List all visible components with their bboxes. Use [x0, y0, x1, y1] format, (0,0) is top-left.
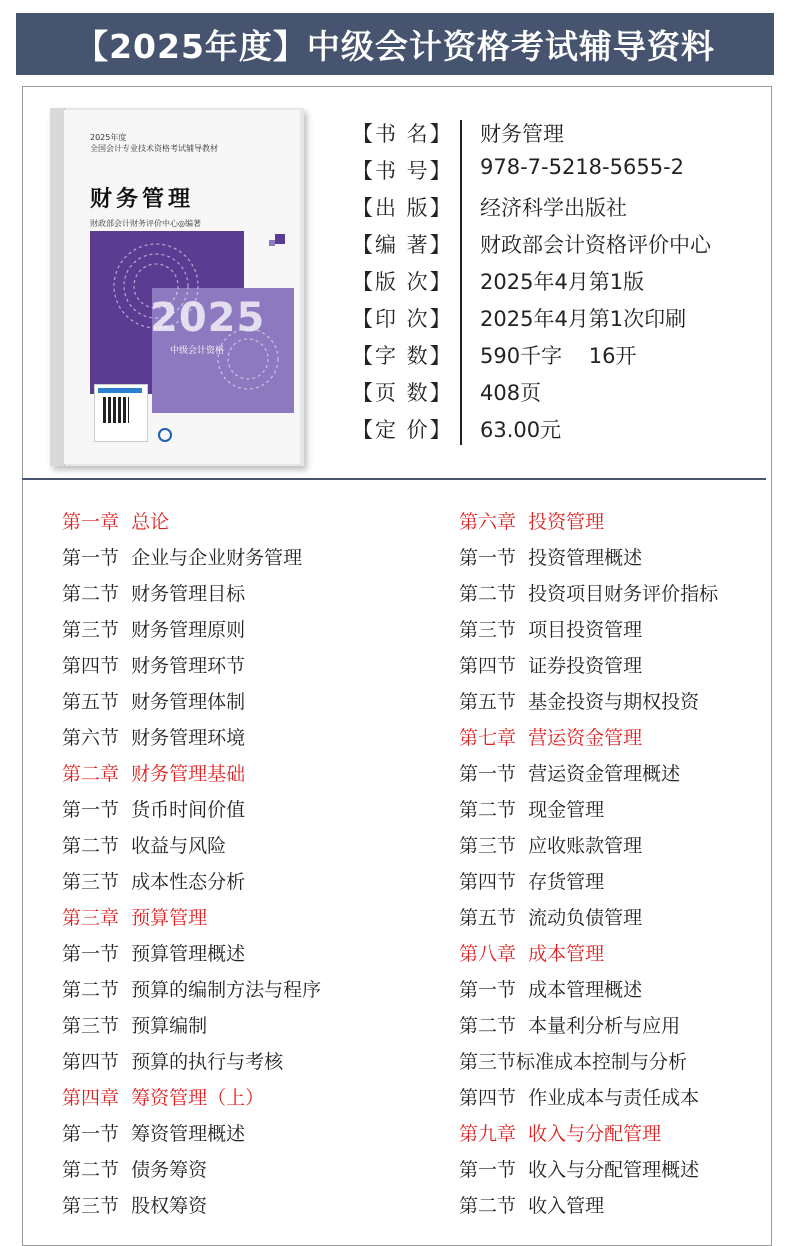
toc-section-item: 第一节 企业与企业财务管理 — [62, 547, 303, 569]
info-value: 408页 — [480, 381, 542, 405]
cover-qr-card — [94, 384, 148, 442]
toc-section-item: 第三节 财务管理原则 — [62, 619, 246, 641]
book-spine — [50, 108, 65, 466]
info-label: 【编 著】 — [352, 233, 453, 257]
info-row-wordcount — [352, 340, 772, 376]
toc-section-item: 第二节 本量利分析与应用 — [459, 1015, 681, 1037]
toc-section-item: 第一节 预算管理概述 — [62, 943, 246, 965]
section-divider — [22, 478, 766, 480]
toc-section-item: 第一节 筹资管理概述 — [62, 1123, 246, 1145]
info-label: 【版 次】 — [352, 270, 453, 294]
toc-section-item: 第三节标准成本控制与分析 — [459, 1051, 688, 1073]
info-row-price — [352, 414, 772, 450]
cover-subtitle: 中级会计资格 — [170, 346, 225, 356]
toc-section-item: 第二节 收入管理 — [459, 1195, 605, 1217]
toc-section-item: 第四节 作业成本与责任成本 — [459, 1087, 700, 1109]
info-value: 590千字 16开 — [480, 344, 637, 368]
info-value: 2025年4月第1次印刷 — [480, 307, 687, 331]
info-label: 【书 名】 — [352, 122, 453, 146]
toc-chapter-heading: 第八章 成本管理 — [459, 943, 605, 965]
info-value: 2025年4月第1版 — [480, 270, 645, 294]
info-row-printing — [352, 303, 772, 339]
qr-code-icon — [103, 397, 129, 423]
info-row-author — [352, 229, 772, 265]
info-value: 63.00元 — [480, 418, 562, 442]
toc-chapter-heading: 第三章 预算管理 — [62, 907, 208, 929]
toc-section-item: 第三节 预算编制 — [62, 1015, 208, 1037]
info-row-publisher — [352, 192, 772, 228]
cover-series: 全国会计专业技术资格考试辅导教材 — [90, 144, 218, 153]
info-value: 财政部会计资格评价中心 — [480, 233, 711, 257]
info-label: 【书 号】 — [352, 159, 453, 183]
toc-section-item: 第三节 应收账款管理 — [459, 835, 643, 857]
toc-chapter-heading: 第七章 营运资金管理 — [459, 727, 643, 749]
toc-section-item: 第五节 流动负债管理 — [459, 907, 643, 929]
toc-left-column — [62, 507, 321, 1227]
toc-chapter-heading: 第一章 总论 — [62, 511, 170, 533]
toc-section-item: 第一节 营运资金管理概述 — [459, 763, 681, 785]
info-label: 【出 版】 — [352, 196, 453, 220]
toc-section-item: 第四节 财务管理环节 — [62, 655, 246, 677]
toc-right-column — [459, 507, 718, 1227]
toc-section-item: 第一节 收入与分配管理概述 — [459, 1159, 700, 1181]
toc-chapter-heading: 第四章 筹资管理（上） — [62, 1087, 265, 1109]
qr-header-bar — [98, 388, 142, 393]
toc-section-item: 第一节 成本管理概述 — [459, 979, 643, 1001]
toc-section-item: 第二节 财务管理目标 — [62, 583, 246, 605]
toc-section-item: 第二节 收益与风险 — [62, 835, 227, 857]
toc-section-item: 第一节 货币时间价值 — [62, 799, 246, 821]
info-row-title — [352, 118, 772, 154]
toc-section-item: 第四节 证券投资管理 — [459, 655, 643, 677]
toc-chapter-heading: 第二章 财务管理基础 — [62, 763, 246, 785]
cover-year-label: 2025年度 — [90, 133, 127, 142]
cover-big-year: 2025 — [150, 295, 266, 341]
toc-section-item: 第二节 债务筹资 — [62, 1159, 208, 1181]
book-cover — [64, 110, 300, 464]
publisher-logo-icon — [158, 428, 172, 442]
info-value: 财务管理 — [480, 122, 564, 146]
info-row-isbn — [352, 155, 772, 191]
cover-title: 财务管理 — [90, 186, 195, 212]
toc-chapter-heading: 第九章 收入与分配管理 — [459, 1123, 662, 1145]
toc-section-item: 第三节 股权筹资 — [62, 1195, 208, 1217]
toc-chapter-heading: 第六章 投资管理 — [459, 511, 605, 533]
cover-editor: 财政部会计财务评价中心◎编著 — [90, 219, 201, 228]
toc-section-item: 第三节 成本性态分析 — [62, 871, 246, 893]
toc-section-item: 第五节 基金投资与期权投资 — [459, 691, 700, 713]
info-value: 经济科学出版社 — [480, 196, 627, 220]
toc-section-item: 第二节 投资项目财务评价指标 — [459, 583, 719, 605]
toc-section-item: 第五节 财务管理体制 — [62, 691, 246, 713]
toc-section-item: 第二节 预算的编制方法与程序 — [62, 979, 322, 1001]
info-value: 978-7-5218-5655-2 — [480, 155, 685, 179]
toc-section-item: 第六节 财务管理环境 — [62, 727, 246, 749]
info-label: 【页 数】 — [352, 381, 453, 405]
toc-section-item: 第二节 现金管理 — [459, 799, 605, 821]
toc-section-item: 第四节 预算的执行与考核 — [62, 1051, 284, 1073]
info-label: 【字 数】 — [352, 344, 453, 368]
info-row-edition — [352, 266, 772, 302]
toc-section-item: 第四节 存货管理 — [459, 871, 605, 893]
page-banner: 【2025年度】中级会计资格考试辅导资料 — [16, 13, 774, 75]
info-label: 【印 次】 — [352, 307, 453, 331]
toc-section-item: 第三节 项目投资管理 — [459, 619, 643, 641]
info-label: 【定 价】 — [352, 418, 453, 442]
toc-section-item: 第一节 投资管理概述 — [459, 547, 643, 569]
info-row-pages — [352, 377, 772, 413]
